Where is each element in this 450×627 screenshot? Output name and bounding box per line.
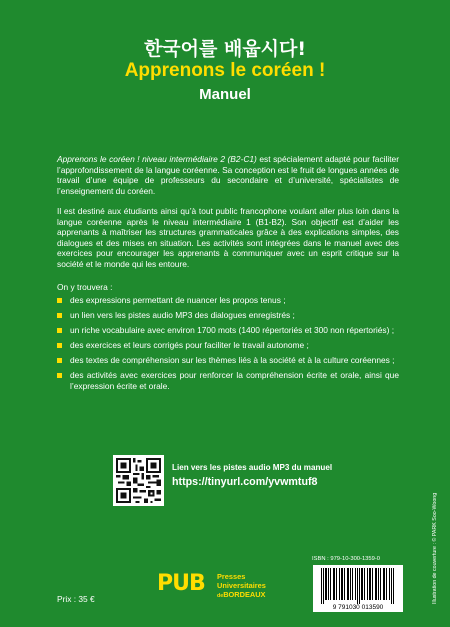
qr-code-icon[interactable]: [113, 455, 164, 506]
description-paragraph-1: [57, 154, 399, 196]
audio-link-caption: Lien vers les pistes audio MP3 du manuel: [172, 463, 333, 472]
description-paragraph-1-text: est spécialement adapté pour faciliter l’approfondissement de la langue coréenne. Sa conception est le fruit de longues années de travail d’une équipe de professeurs du secondaire et d’université, spécialistes de l’enseignement du coréen.: [57, 154, 399, 196]
contents-list: [57, 295, 399, 396]
barcode-icon: [313, 565, 403, 612]
list-item: des textes de compréhension sur les thèmes liés à la société et à la culture coréennes ;: [57, 355, 399, 366]
bullet-square-icon: [57, 313, 62, 318]
audio-link-url[interactable]: https://tinyurl.com/yvwmtuf8: [172, 476, 318, 488]
list-item: des exercices et leurs corrigés pour faciliter le travail autonome ;: [57, 340, 399, 351]
description-book-name: Apprenons le coréen ! niveau intermédiaire 2 (B2-C1): [57, 154, 257, 164]
isbn-text: ISBN : 979-10-300-1359-0: [312, 556, 380, 562]
korean-title: 한국어를 배웁시다!: [143, 38, 307, 60]
illustration-credit: Illustration de couverture : © PARK Soo-Woong: [432, 492, 438, 604]
list-item: des expressions permettant de nuancer les propos tenus ;: [57, 295, 399, 306]
list-item: des activités avec exercices pour renforcer la compréhension écrite et orale, ainsi que l’expression écrite et orale.: [57, 370, 399, 391]
list-item: un riche vocabulaire avec environ 1700 mots (1400 répertoriés et 300 non répertoriés) ;: [57, 325, 399, 336]
description-paragraph-2: Il est destiné aux étudiants ainsi qu’à tout public francophone voulant aller plus loin dans la langue coréenne après le niveau intermédiaire 1 (B1-B2). Son objectif est d’aider les apprenants à maîtriser les structures grammaticales grâce à des explications simples, des dialogues et des mises en situation. Les activités sont intégrées dans le manuel avec des exercices pour encourager les apprenants à communiquer avec un esprit critique sur la société et le monde qui les entoure.: [57, 206, 399, 269]
publisher-logo: [157, 571, 288, 607]
publisher-mark: PUB: [157, 571, 205, 596]
bullet-square-icon: [57, 358, 62, 363]
bullet-square-icon: [57, 343, 62, 348]
barcode-digits: 9 791030 013590: [332, 604, 384, 611]
bullet-square-icon: [57, 373, 62, 378]
publisher-name: Presses Universitaires deBORDEAUX: [217, 572, 266, 599]
bullet-square-icon: [57, 298, 62, 303]
contents-intro: On y trouvera :: [57, 282, 113, 292]
price-label: Prix : 35 €: [57, 594, 95, 604]
book-title: Apprenons le coréen !: [124, 60, 326, 81]
bullet-square-icon: [57, 328, 62, 333]
book-subtitle: Manuel: [199, 86, 251, 103]
list-item: un lien vers les pistes audio MP3 des dialogues enregistrés ;: [57, 310, 399, 321]
